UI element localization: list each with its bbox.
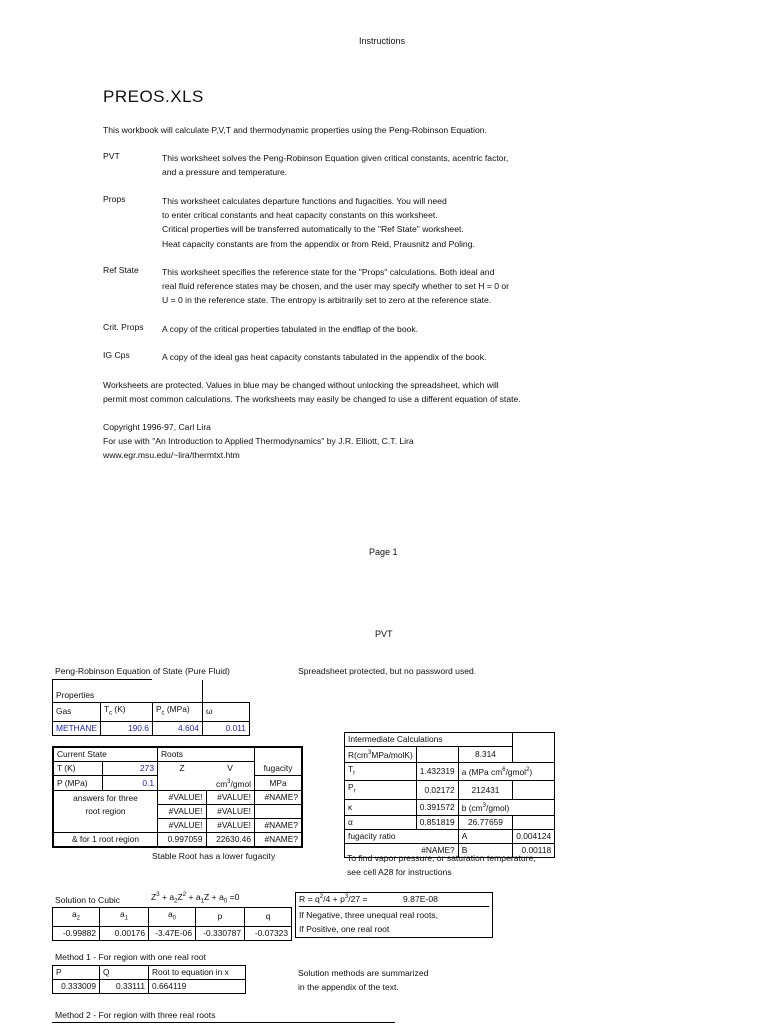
- root-z-2: #VALUE!: [158, 805, 207, 819]
- t-input[interactable]: 273: [103, 762, 158, 776]
- prop-gas-input[interactable]: METHANE: [53, 721, 101, 735]
- page-title: PREOS.XLS: [103, 87, 204, 106]
- root-v-2: #VALUE!: [206, 805, 255, 819]
- method1-table: [52, 965, 246, 994]
- unit-v: $cm^3$/gmol: [216, 778, 251, 789]
- eos-title: Peng-Robinson Equation of State (Pure Fluid): [55, 666, 230, 676]
- page-footer: Page 1: [369, 547, 398, 557]
- pr-label: $P_r$: [345, 781, 417, 800]
- vapor-note: To find vapor pressure, or saturation temperature, see cell A28 for instructions: [347, 853, 536, 878]
- cubic-p: -0.330787: [196, 926, 245, 940]
- cubic-head-a1: $a_1$: [100, 908, 149, 927]
- properties-table: [52, 679, 250, 736]
- kappa-value: 0.391572: [416, 800, 458, 816]
- r-equation: $R = q^2/4 + p^3/27$ =: [299, 894, 368, 904]
- sheet-term: Crit. Props: [103, 322, 144, 332]
- b-dimless-value: 0.00118: [513, 843, 555, 857]
- properties-label: Properties: [53, 680, 153, 703]
- protect-note: Worksheets are protected. Values in blue may be changed without unlocking the spreadsheet, which will permit most common calculations. The worksheets may easily be changed to use a different equation of state.: [103, 380, 521, 405]
- kappa-label: κ: [345, 800, 417, 816]
- col-fugacity: fugacity: [255, 762, 303, 776]
- m1-root: 0.664119: [149, 980, 246, 994]
- protected-note: Spreadsheet protected, but no password used.: [298, 666, 477, 676]
- prop-head-omega: ω: [202, 703, 249, 722]
- prop-tc-input[interactable]: 190.6: [100, 721, 152, 735]
- root-v-3: #VALUE!: [206, 819, 255, 833]
- cubic-head-p: p: [196, 908, 245, 927]
- prop-pc-input[interactable]: 4.604: [152, 721, 202, 735]
- one-root-v: 22630.46: [206, 833, 255, 848]
- one-root-f: #NAME?: [255, 833, 303, 848]
- stable-root-note: Stable Root has a lower fugacity: [152, 851, 276, 861]
- root-f-3: #NAME?: [255, 819, 303, 833]
- sheet-desc: A copy of the critical properties tabulated in the endflap of the book.: [162, 324, 419, 334]
- one-root-label: & for 1 root region: [53, 833, 158, 848]
- alpha-label: α: [345, 815, 417, 829]
- r-discriminant-box: [295, 892, 493, 938]
- a-unit-label: a (MPa $cm^6/gmol^2$): [458, 762, 554, 781]
- root-f-2: [255, 805, 303, 819]
- m1-q: 0.33111: [100, 980, 149, 994]
- copyright-block: Copyright 1996-97, Carl Lira For use with "An Introduction to Applied Thermodynamics" by J.R. Elliott, C.T. Lira www.egr.msu.edu/~lira/thermtxt.htm: [103, 420, 414, 463]
- cubic-label: Solution to Cubic: [55, 895, 120, 905]
- cubic-table: [52, 907, 292, 941]
- tr-label: $T_r$: [345, 762, 417, 781]
- neg-root-note: If Negative, three unequal real roots,: [299, 910, 439, 920]
- method2-label: Method 2 - For region with three real roots: [55, 1010, 216, 1020]
- cubic-head-a2: $a_2$: [53, 908, 100, 927]
- alpha-value: 0.851819: [416, 815, 458, 829]
- root-z-1: #VALUE!: [158, 791, 207, 805]
- current-state-label: Current State: [53, 747, 158, 762]
- m1-head-root: Root to equation in x: [149, 966, 246, 980]
- unit-fugacity: MPa: [255, 776, 303, 791]
- page-header-pvt: PVT: [375, 629, 393, 639]
- root-z-3: #VALUE!: [158, 819, 207, 833]
- fugacity-ratio-value: #NAME?: [345, 843, 459, 857]
- cubic-equation: $Z^3 + a_2Z^2 + a_1Z + a_0 =0$: [151, 892, 240, 905]
- cubic-a1: 0.00176: [100, 926, 149, 940]
- cubic-a2: -0.99882: [53, 926, 100, 940]
- prop-head-pc: $P_c$ (MPa): [152, 703, 202, 722]
- website-link[interactable]: www.egr.msu.edu/~lira/thermtxt.htm: [103, 450, 240, 461]
- one-root-z: 0.997059: [158, 833, 207, 848]
- three-root-label-a: answers for three: [53, 791, 158, 805]
- a-label: A: [458, 829, 513, 843]
- current-state-table: [52, 746, 303, 848]
- col-z: Z: [158, 762, 207, 776]
- p-label: P (MPa): [53, 776, 103, 791]
- pr-value: 0.02172: [416, 781, 458, 800]
- sheet-desc: This worksheet specifies the reference state for the "Props" calculations. Both ideal and real fluid reference states may be chosen, and the user may specify whether to set H = 0 or U = 0 in the reference state. The entropy is arbitrarily set to zero at the reference state.: [162, 267, 510, 306]
- pos-root-note: If Positive, one real root: [299, 924, 390, 934]
- m1-head-p: P: [53, 966, 100, 980]
- intermediate-title: Intermediate Calculations: [345, 733, 459, 747]
- r-label: $R(cm^3MPa/molK)$: [345, 747, 417, 763]
- prop-head-tc: $T_c$ (K): [100, 703, 152, 722]
- prop-omega-input[interactable]: 0.011: [202, 721, 249, 735]
- method1-label: Method 1 - For region with one real root: [55, 952, 206, 962]
- m1-p: 0.333009: [53, 980, 100, 994]
- sheet-term: PVT: [103, 151, 120, 161]
- prop-head-gas: Gas: [53, 703, 101, 722]
- sheet-desc: A copy of the ideal gas heat capacity constants tabulated in the appendix of the book.: [162, 352, 487, 362]
- col-v: V: [227, 763, 233, 774]
- a-dimless-value: 0.004124: [513, 829, 555, 843]
- r-value: 8.314: [458, 747, 513, 763]
- roots-label: Roots: [158, 747, 255, 762]
- sheet-term: Props: [103, 194, 126, 204]
- cubic-q: -0.07323: [245, 926, 292, 940]
- b-value: 26.77659: [458, 815, 513, 829]
- cubic-head-a0: $a_0$: [149, 908, 196, 927]
- a-value: 212431: [458, 781, 513, 800]
- root-v-1: #VALUE!: [206, 791, 255, 805]
- tr-value: 1.432319: [416, 762, 458, 781]
- intro-text: This workbook will calculate P,V,T and thermodynamic properties using the Peng-Robinson Equation.: [103, 125, 487, 135]
- t-label: T (K): [53, 762, 103, 776]
- sheet-term: IG Cps: [103, 350, 130, 360]
- intermediate-table: [344, 732, 555, 858]
- b-unit-label: b $(cm^3/gmol)$: [458, 800, 554, 816]
- cubic-a0: -3.47E-06: [149, 926, 196, 940]
- method2-table-edge: [52, 1022, 395, 1023]
- sheet-term: Ref State: [103, 265, 139, 275]
- cubic-head-q: q: [245, 908, 292, 927]
- m1-head-q: Q: [100, 966, 149, 980]
- r-discriminant-value: 9.87E-08: [403, 894, 438, 904]
- method-note: Solution methods are summarized in the appendix of the text.: [298, 968, 429, 993]
- b-label: B: [458, 843, 513, 857]
- sheet-desc: This worksheet calculates departure functions and fugacities. You will need to enter critical constants and heat capacity constants on this worksheet. Critical properties will be transferred automatically to the "Ref State" worksheet. Heat capacity constants are from the appendix or from Reid, Prausnitz and Poling.: [162, 196, 475, 249]
- fugacity-ratio-label: fugacity ratio: [345, 829, 459, 843]
- root-f-1: #NAME?: [255, 791, 303, 805]
- page-header-instructions: Instructions: [359, 36, 406, 46]
- sheet-desc: This worksheet solves the Peng-Robinson Equation given critical constants, acentric factor, and a pressure and temperature.: [162, 153, 509, 178]
- p-input[interactable]: 0.1: [103, 776, 158, 791]
- three-root-label-b: root region: [53, 805, 158, 819]
